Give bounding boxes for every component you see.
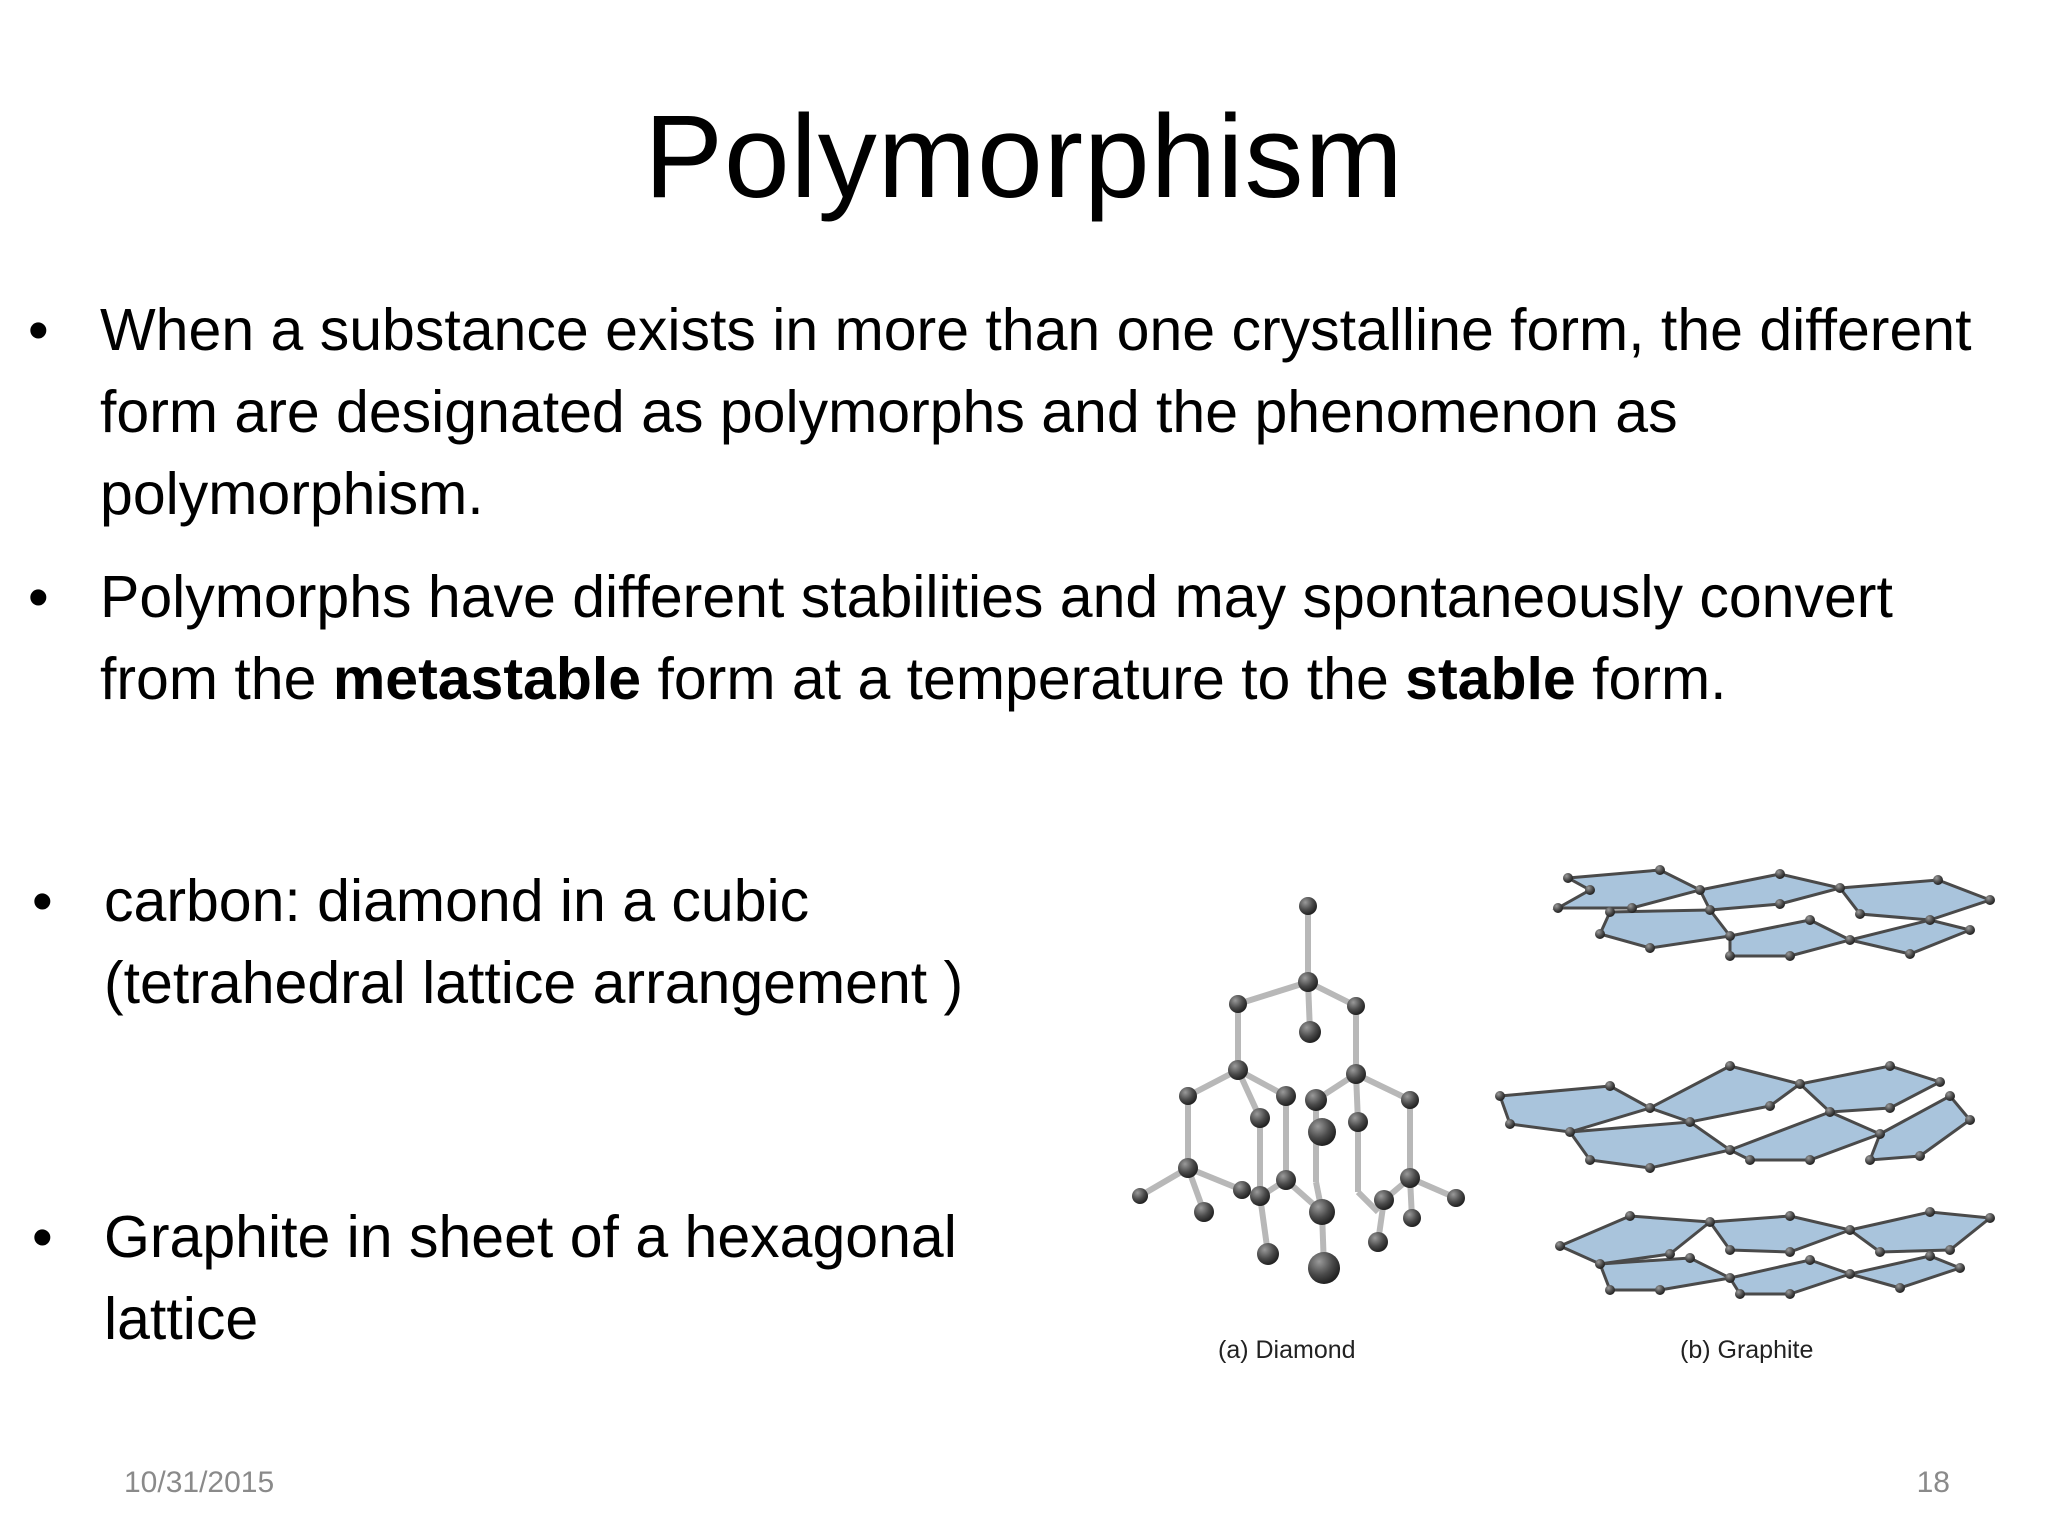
diamond-caption: (a) Diamond [1218, 1336, 1356, 1364]
bullet-marker: • [28, 297, 49, 363]
stable-term: stable [1405, 646, 1576, 712]
bullet-text-part: Polymorphs have different stabilities and may spontaneously convert from the [100, 564, 1893, 712]
bullet-marker: • [28, 564, 49, 630]
crystal-structure-figure [1090, 860, 2000, 1380]
footer-page-number: 18 [1916, 1466, 1950, 1499]
bullet-line: carbon: diamond in a cubic [104, 868, 810, 934]
bullet-line: (tetrahedral lattice arrangement ) [104, 950, 964, 1016]
bullet-graphite [32, 1196, 1124, 1360]
bullet-line: lattice [104, 1286, 259, 1352]
footer-date: 10/31/2015 [124, 1466, 275, 1499]
bullet-marker: • [32, 868, 53, 934]
diamond-atoms [1132, 897, 1465, 1284]
graphite-caption: (b) Graphite [1680, 1336, 1814, 1364]
bullet-line: Graphite in sheet of a hexagonal [104, 1204, 957, 1270]
bullet-marker: • [32, 1204, 53, 1270]
bullet-text-part: form. [1575, 646, 1727, 712]
bullet-text: When a substance exists in more than one crystalline form, the different form are designated as polymorphs and the phenomenon as polymorphism. [100, 297, 1972, 527]
slide-title: Polymorphism [644, 91, 1404, 223]
bullet-text-part: form at a temperature to the [641, 646, 1406, 712]
graphite-sheets-illustration [1500, 870, 1990, 1294]
bullet-polymorph-definition [28, 289, 2000, 535]
metastable-term: metastable [332, 646, 642, 712]
bullet-diamond [32, 860, 1124, 1024]
bullet-polymorph-stability [28, 556, 2000, 720]
